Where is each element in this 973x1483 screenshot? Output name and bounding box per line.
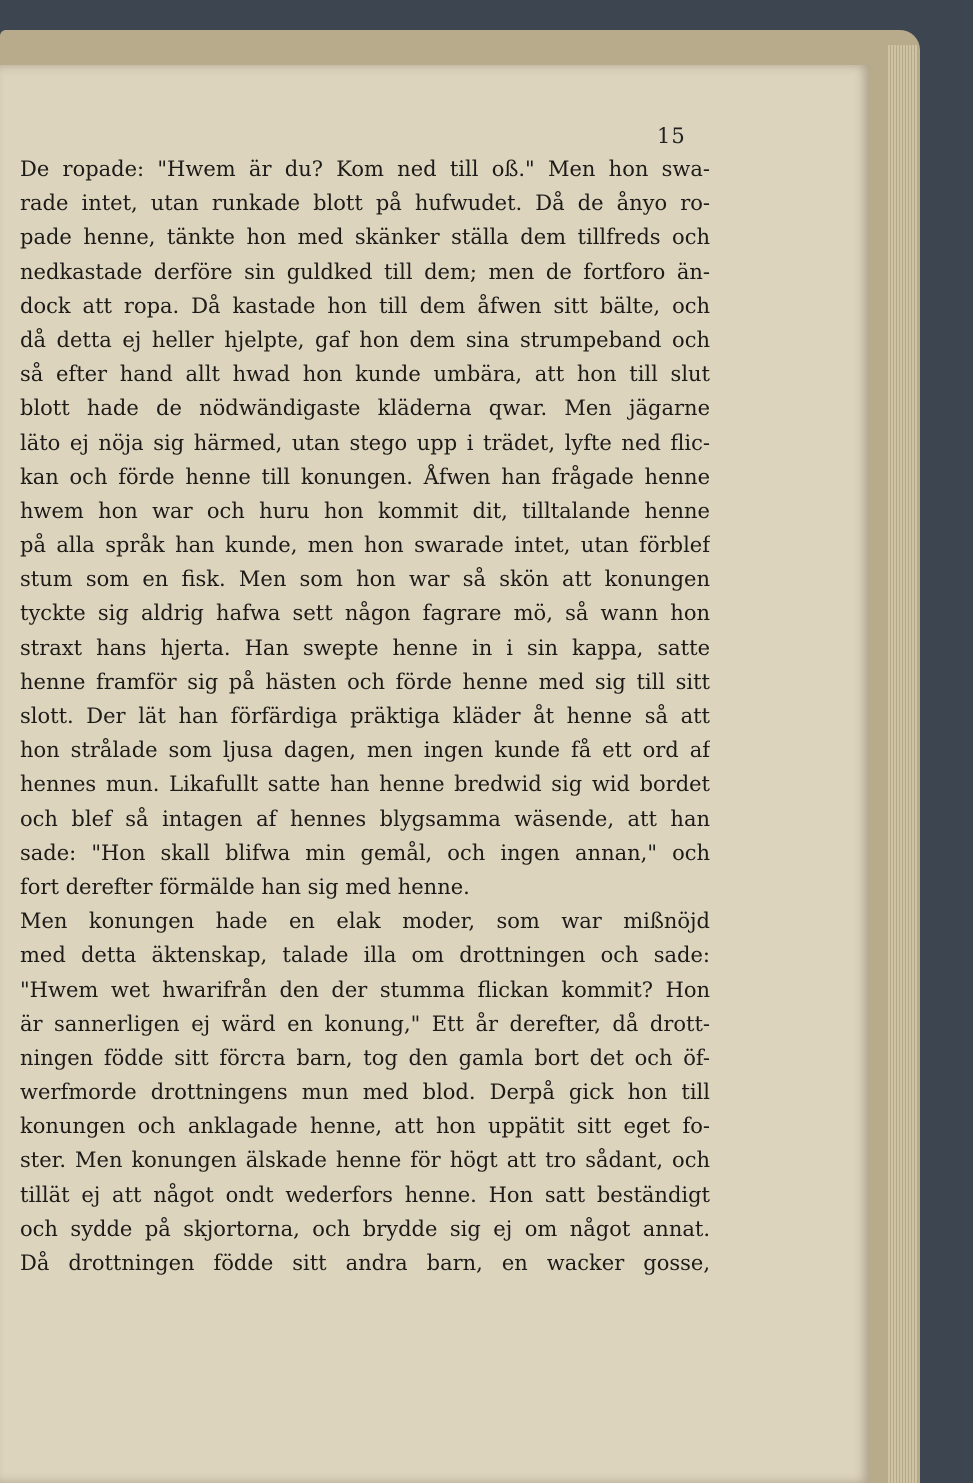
text-line: rade intet, utan runkade blott på hufwudet. Då de ånyo ro- [20,191,710,216]
text-line: och blef så intagen af hennes blygsamma wäsende, att han [20,806,710,831]
text-line: och sydde på skjortorna, och brydde sig ej om något annat. [20,1216,710,1241]
page-number: 15 [657,124,686,148]
text-line: ster. Men konungen älskade henne för högt att tro sådant, och [20,1148,710,1173]
text-line: De ropade: "Hwem är du? Kom ned till oß." Men hon swa- [20,157,710,181]
text-line: på alla språk han kunde, men hon swarade intet, utan förblef [20,533,710,558]
text-line: konungen och anklagade henne, att hon uppätit sitt eget fo- [20,1114,710,1139]
text-line: straxt hans hjerta. Han swepte henne in i sin kappa, satte [20,635,710,660]
text-line: ningen födde sitt förста barn, tog den gamla bort det och öf- [20,1045,710,1070]
body-text [20,152,710,1280]
text-line: fort derefter förmälde han sig med henne. [20,874,470,899]
text-line: stum som en fisk. Men som hon war så skön att konungen [20,567,710,592]
text-line: då detta ej heller hjelpte, gaf hon dem sina strumpeband och [20,327,710,352]
text-line: med detta äktenskap, talade illa om drottningen och sade: [20,943,710,968]
page-stack-edge [888,45,918,1483]
text-line: werfmorde drottningens mun med blod. Derpå gick hon till [20,1080,710,1105]
text-line: tillät ej att något ondt wederfors henne. Hon satt beständigt [20,1182,710,1207]
text-line: tyckte sig aldrig hafwa sett någon fagrare mö, så wann hon [20,601,710,626]
text-line: läto ej nöja sig härmed, utan stego upp i trädet, lyfte ned flic- [20,430,710,455]
text-line: är sannerligen ej wärd en konung," Ett år derefter, då drott- [20,1011,710,1036]
text-line: sade: "Hon skall blifwa min gemål, och ingen annan," och [20,840,710,865]
text-line: Men konungen hade en elak moder, som war mißnöjd [20,909,710,934]
text-line: kan och förde henne till konungen. Åfwen han frågade henne [20,464,710,489]
text-line: nedkastade derföre sin guldked till dem; men de fortforo än- [20,259,710,284]
text-line: henne framför sig på hästen och förde henne med sig till sitt [20,669,710,694]
text-line: hwem hon war och huru hon kommit dit, tilltalande henne [20,498,710,523]
text-line: pade henne, tänkte hon med skänker ställa dem tillfreds och [20,225,710,250]
text-line: "Hwem wet hwarifrån den der stumma flickan kommit? Hon [20,977,710,1002]
text-line: så efter hand allt hwad hon kunde umbära, att hon till slut [20,362,710,387]
text-line: Då drottningen födde sitt andra barn, en wacker gosse, [20,1251,710,1275]
text-line: hennes mun. Likafullt satte han henne bredwid sig wid bordet [20,772,710,797]
text-line: dock att ropa. Då kastade hon till dem åfwen sitt bälte, och [20,293,710,318]
text-line: slott. Der lät han förfärdiga präktiga kläder åt henne så att [20,704,710,728]
text-line: hon strålade som ljusa dagen, men ingen kunde få ett ord af [20,738,710,763]
text-line: blott hade de nödwändigaste kläderna qwar. Men jägarne [20,396,710,421]
